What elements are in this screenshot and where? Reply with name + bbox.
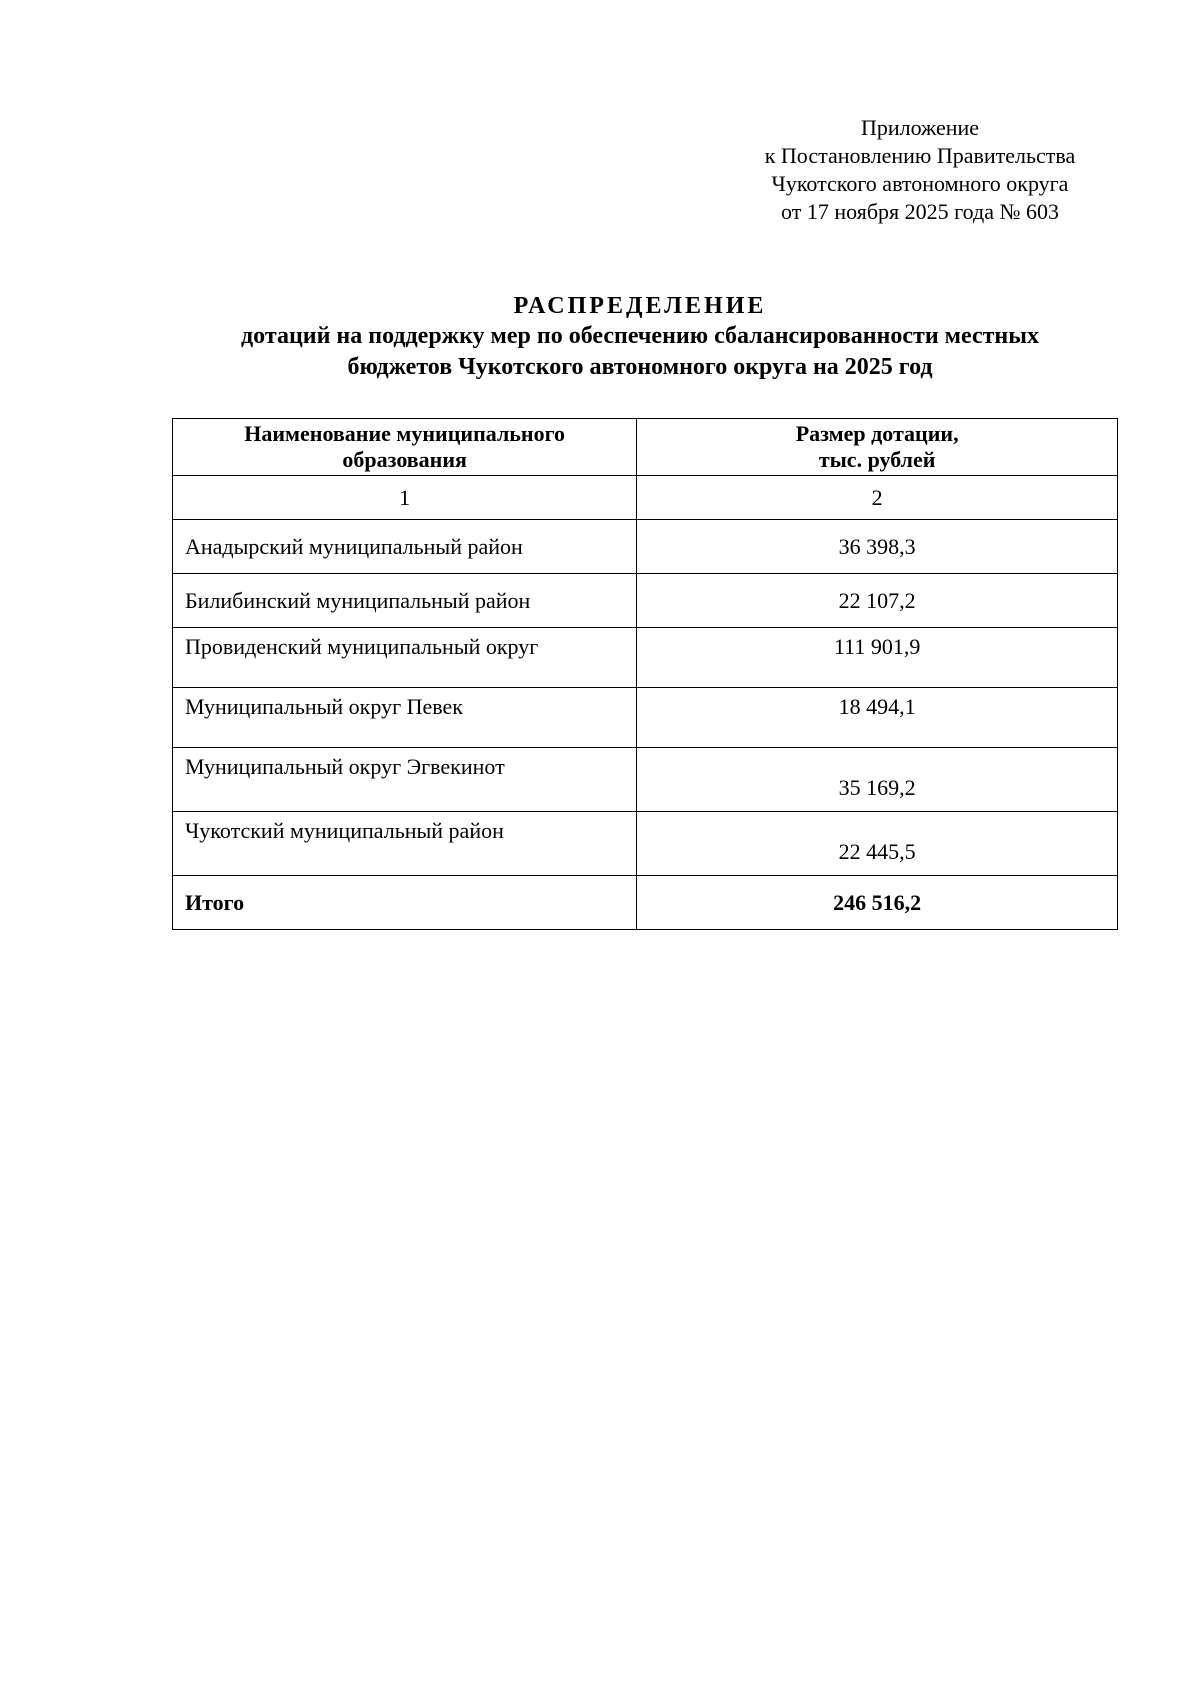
appendix-line-3: Чукотского автономного округа <box>771 171 1069 196</box>
municipality-name: Чукотский муниципальный район <box>173 812 637 876</box>
municipality-name: Анадырский муниципальный район <box>173 520 637 574</box>
table-row <box>173 812 1118 876</box>
municipality-name: Провиденский муниципальный округ <box>173 628 637 688</box>
subsidy-value: 22 445,5 <box>637 812 1118 876</box>
header-municipality: Наименование муниципального образования <box>173 419 637 476</box>
municipality-name: Муниципальный округ Певек <box>173 688 637 748</box>
table-row <box>173 748 1118 812</box>
appendix-line-4: от 17 ноября 2025 года № 603 <box>781 199 1059 224</box>
subsidy-value: 22 107,2 <box>637 574 1118 628</box>
header-subsidy-amount: Размер дотации, тыс. рублей <box>637 419 1118 476</box>
table-header-row <box>173 419 1118 476</box>
subsidy-value: 35 169,2 <box>637 748 1118 812</box>
table-row <box>173 628 1118 688</box>
table-row <box>173 520 1118 574</box>
appendix-line-2: к Постановлению Правительства <box>764 143 1076 168</box>
column-number-2: 2 <box>637 476 1118 520</box>
title-subtitle-line-1: дотаций на поддержку мер по обеспечению сбалансированности местных <box>241 323 1039 349</box>
title-main: РАСПРЕДЕЛЕНИЕ <box>513 293 767 319</box>
subsidy-value: 36 398,3 <box>637 520 1118 574</box>
column-number-row <box>173 476 1118 520</box>
column-number-1: 1 <box>173 476 637 520</box>
municipality-name: Билибинский муниципальный район <box>173 574 637 628</box>
distribution-table <box>172 418 1118 930</box>
table-row <box>173 574 1118 628</box>
subsidy-value: 18 494,1 <box>637 688 1118 748</box>
total-row <box>173 876 1118 930</box>
subsidy-value: 111 901,9 <box>637 628 1118 688</box>
appendix-note <box>740 114 1100 226</box>
document-title <box>160 291 1120 383</box>
total-value: 246 516,2 <box>637 876 1118 930</box>
table-row <box>173 688 1118 748</box>
total-label: Итого <box>173 876 637 930</box>
municipality-name: Муниципальный округ Эгвекинот <box>173 748 637 812</box>
title-subtitle-line-2: бюджетов Чукотского автономного округа на 2025 год <box>347 354 933 380</box>
appendix-line-1: Приложение <box>860 115 980 140</box>
